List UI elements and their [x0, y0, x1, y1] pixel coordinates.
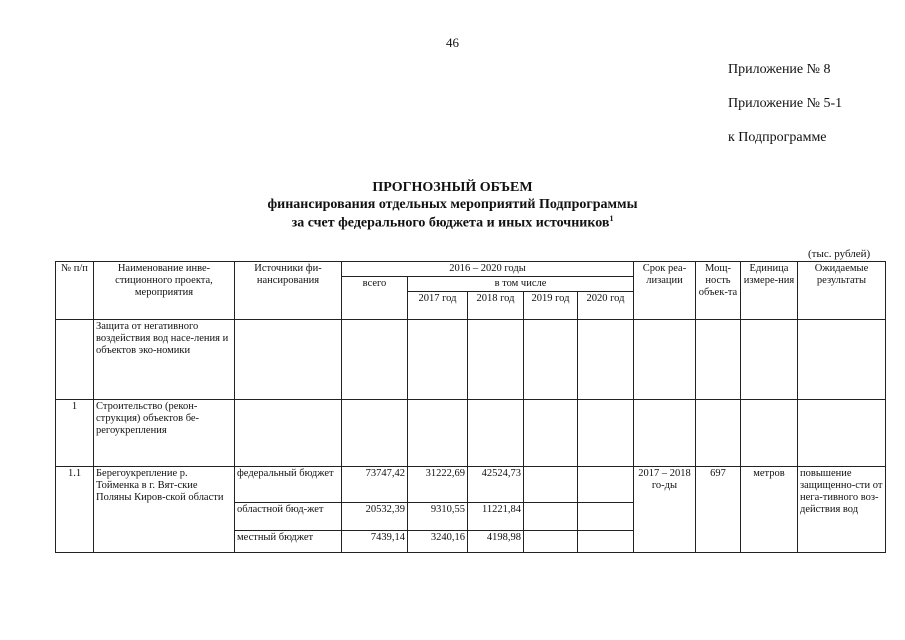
- table-row-section: [56, 320, 886, 400]
- regional-total: 20532,39: [342, 503, 408, 531]
- cell: [408, 320, 468, 400]
- table-row-item-1: [56, 400, 886, 467]
- header-2018: 2018 год: [468, 292, 524, 320]
- source-local: местный бюджет: [235, 531, 342, 553]
- cell: [56, 320, 94, 400]
- cell: [524, 400, 578, 467]
- header-results: Ожидаемые результаты: [798, 262, 886, 320]
- cell: [342, 400, 408, 467]
- financing-table: [55, 261, 886, 553]
- item-1-num: 1: [56, 400, 94, 467]
- document-title: ПРОГНОЗНЫЙ ОБЪЕМ: [372, 180, 533, 195]
- subtitle-text: за счет федерального бюджета и иных источников: [291, 215, 610, 231]
- local-2020: [578, 531, 634, 553]
- local-2018: 4198,98: [468, 531, 524, 553]
- cell: [408, 400, 468, 467]
- appendix-line-3: к Подпрограмме: [728, 130, 827, 145]
- units-note: (тыс. рублей): [808, 248, 871, 260]
- regional-2017: 9310,55: [408, 503, 468, 531]
- header-name: Наименование инве-стиционного проекта, мероприятия: [94, 262, 235, 320]
- item-1-1-num: 1.1: [56, 467, 94, 553]
- cell: [634, 400, 696, 467]
- source-regional: областной бюд-жет: [235, 503, 342, 531]
- cell: [696, 400, 741, 467]
- federal-2017: 31222,69: [408, 467, 468, 503]
- document-subtitle-1: финансирования отдельных мероприятий Подпрограммы: [267, 197, 638, 212]
- local-2019: [524, 531, 578, 553]
- page-number: 46: [446, 35, 459, 50]
- header-total: всего: [342, 277, 408, 320]
- item-1-name: Строительство (рекон-струкция) объектов бе-регоукрепления: [94, 400, 235, 467]
- item-1-1-name: Берегоукрепление р. Тойменка в г. Вят-ские Поляны Киров-ской области: [94, 467, 235, 553]
- appendix-line-1: Приложение № 8: [728, 62, 831, 77]
- federal-2018: 42524,73: [468, 467, 524, 503]
- local-2017: 3240,16: [408, 531, 468, 553]
- regional-2018: 11221,84: [468, 503, 524, 531]
- header-2017: 2017 год: [408, 292, 468, 320]
- cell: [342, 320, 408, 400]
- item-1-1-capacity: 697: [696, 467, 741, 553]
- cell: [798, 320, 886, 400]
- section-title: Защита от негативного воздействия вод насе-ления и объектов эко-номики: [94, 320, 235, 400]
- appendix-line-2: Приложение № 5-1: [728, 96, 843, 111]
- federal-total: 73747,42: [342, 467, 408, 503]
- regional-2019: [524, 503, 578, 531]
- cell: [696, 320, 741, 400]
- document-subtitle-2: [0, 214, 905, 232]
- cell: [798, 400, 886, 467]
- cell: [468, 320, 524, 400]
- cell: [634, 320, 696, 400]
- footnote-mark: 1: [609, 214, 614, 223]
- federal-2019: [524, 467, 578, 503]
- header-2020: 2020 год: [578, 292, 634, 320]
- header-num: № п/п: [56, 262, 94, 320]
- federal-2020: [578, 467, 634, 503]
- header-sources: Источники фи-нансирования: [235, 262, 342, 320]
- item-1-1-results: повышение защищенно-сти от нега-тивного воз-действия вод: [798, 467, 886, 553]
- cell: [235, 400, 342, 467]
- header-term: Срок реа-лизации: [634, 262, 696, 320]
- header-capacity: Мощ-ность объек-та: [696, 262, 741, 320]
- cell: [741, 320, 798, 400]
- item-1-1-unit: метров: [741, 467, 798, 553]
- source-federal: федеральный бюджет: [235, 467, 342, 503]
- header-including: в том числе: [408, 277, 634, 292]
- cell: [578, 400, 634, 467]
- regional-2020: [578, 503, 634, 531]
- header-unit: Единица измере-ния: [741, 262, 798, 320]
- header-2019: 2019 год: [524, 292, 578, 320]
- cell: [741, 400, 798, 467]
- table-row-item-1-1-federal: [56, 467, 886, 503]
- cell: [468, 400, 524, 467]
- cell: [524, 320, 578, 400]
- cell: [578, 320, 634, 400]
- header-period: 2016 – 2020 годы: [342, 262, 634, 277]
- item-1-1-term: 2017 – 2018 го-ды: [634, 467, 696, 553]
- cell: [235, 320, 342, 400]
- local-total: 7439,14: [342, 531, 408, 553]
